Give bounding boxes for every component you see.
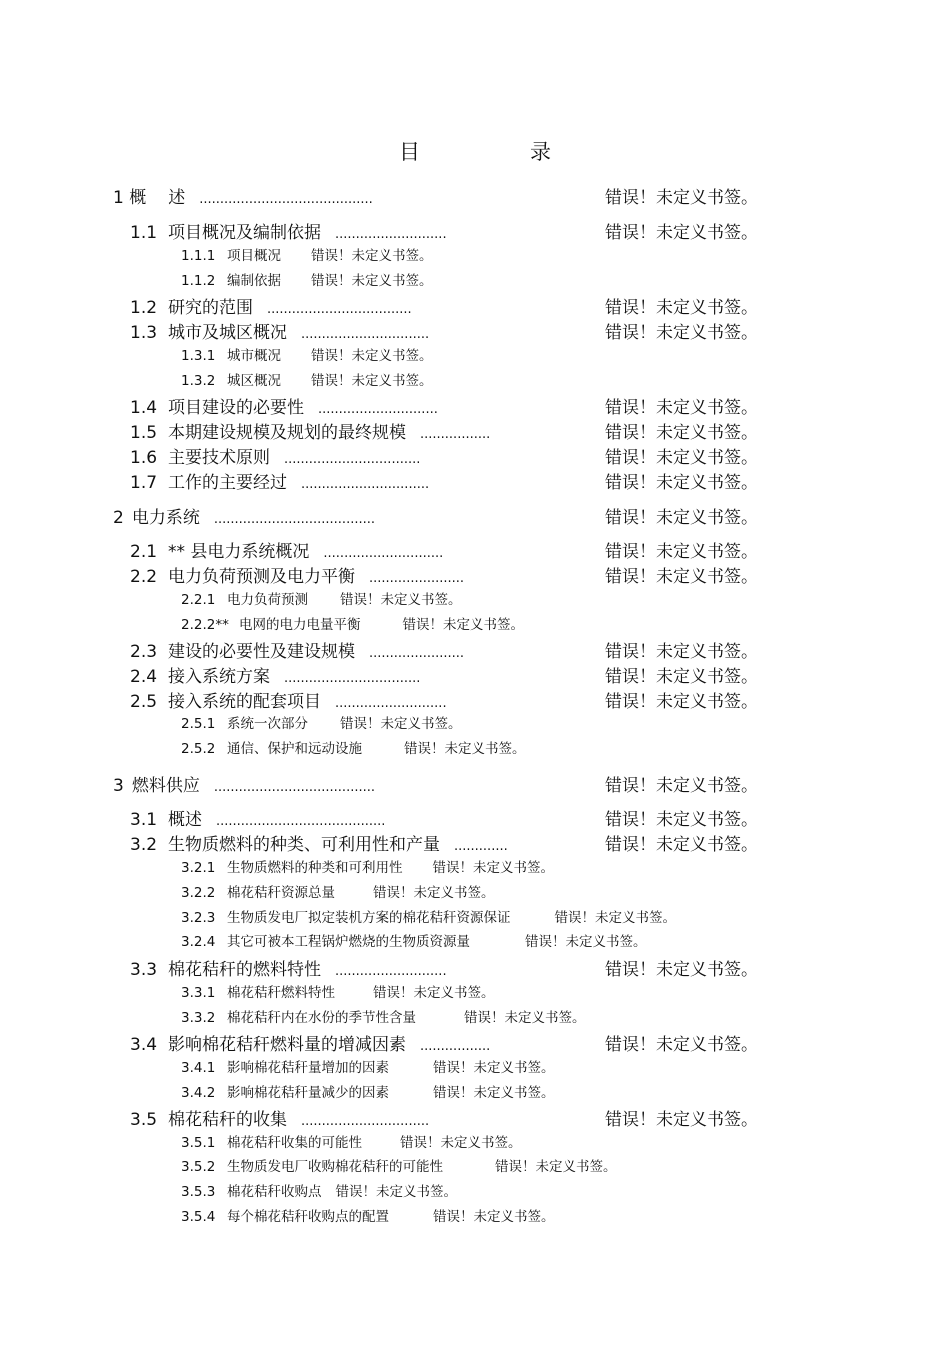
toc-entry-level3[interactable] — [181, 983, 495, 1003]
toc-leader-dots: ................................... — [267, 302, 412, 317]
toc-leader-dots: ................. — [420, 427, 491, 442]
toc-entry-level3[interactable] — [181, 1182, 457, 1202]
toc-entry-number: 3.3.1 — [181, 985, 216, 1001]
toc-entry-number: 2.4 — [130, 667, 158, 687]
toc-page-ref: 错误！未定义书签。 — [402, 617, 524, 633]
toc-entry-number: 2.2 — [130, 567, 158, 587]
toc-entry-title: 燃料供应 — [131, 776, 200, 796]
toc-entry-title: 棉花秸秆燃料特性 — [227, 985, 335, 1001]
toc-leader-dots: ......................................... — [216, 814, 386, 829]
toc-page-ref: 错误！未定义书签。 — [605, 1110, 758, 1130]
toc-entry-number: 1.1.2 — [181, 273, 216, 289]
toc-entry-level3[interactable] — [181, 1083, 555, 1103]
toc-leader-dots: ........................... — [335, 696, 447, 711]
toc-entry-number: 1.3.2 — [181, 373, 216, 389]
toc-entry-level3[interactable] — [181, 1133, 522, 1153]
toc-entry-number: 3.4.2 — [181, 1085, 216, 1101]
toc-entry-level2[interactable] — [130, 640, 758, 664]
toc-leader-dots: ............................... — [301, 1114, 430, 1129]
toc-entry-number: 1.7 — [130, 473, 158, 493]
toc-entry-number: 2.5.1 — [181, 716, 216, 732]
toc-entry-number: 1.1.1 — [181, 248, 216, 264]
toc-page-ref: 错误！未定义书签。 — [335, 1184, 457, 1200]
toc-page-ref: 错误！未定义书签。 — [605, 667, 758, 687]
toc-entry-number: 3.4 — [130, 1035, 158, 1055]
toc-entry-title: 工作的主要经过 — [168, 473, 287, 493]
toc-page-ref: 错误！未定义书签。 — [340, 716, 462, 732]
toc-leader-dots: ................................. — [284, 671, 421, 686]
toc-page-ref: 错误！未定义书签。 — [311, 348, 433, 364]
toc-entry-title: 棉花秸秆的燃料特性 — [168, 960, 321, 980]
toc-entry-number: 2.5.2 — [181, 741, 216, 757]
toc-page-ref: 错误！未定义书签。 — [605, 473, 758, 493]
toc-entry-number: 3.2 — [130, 835, 158, 855]
toc-entry-title: 影响棉花秸秆量增加的因素 — [227, 1060, 389, 1076]
toc-entry-number: 2.1 — [130, 542, 158, 562]
toc-entry-title: 研究的范围 — [168, 298, 253, 318]
toc-page-ref: 错误！未定义书签。 — [525, 934, 647, 950]
toc-page-ref: 错误！未定义书签。 — [433, 1209, 555, 1225]
toc-entry-level3[interactable] — [181, 1157, 617, 1177]
toc-page-ref: 错误！未定义书签。 — [605, 542, 758, 562]
toc-entry-level2[interactable] — [130, 665, 758, 689]
toc-entry-level2[interactable] — [130, 1108, 758, 1132]
toc-entry-title: 城市及城区概况 — [168, 323, 287, 343]
toc-entry-number: 2.5 — [130, 692, 158, 712]
toc-entry-number: 1.6 — [130, 448, 158, 468]
toc-page-ref: 错误！未定义书签。 — [373, 985, 495, 1001]
toc-entry-level2[interactable] — [130, 1033, 758, 1057]
toc-page-ref: 错误！未定义书签。 — [605, 188, 758, 208]
toc-entry-title: 项目建设的必要性 — [168, 398, 304, 418]
toc-entry-level1[interactable] — [113, 186, 758, 210]
toc-entry-title: 通信、保护和远动设施 — [227, 741, 362, 757]
toc-page-ref: 错误！未定义书签。 — [340, 592, 462, 608]
toc-leader-dots: .......................................... — [199, 192, 373, 207]
toc-entry-title: 影响棉花秸秆量减少的因素 — [227, 1085, 389, 1101]
toc-entry-level3[interactable] — [181, 932, 647, 952]
toc-entry-level3[interactable] — [181, 590, 462, 610]
toc-entry-level2[interactable] — [130, 540, 758, 564]
toc-entry-title: 建设的必要性及建设规模 — [168, 642, 355, 662]
toc-leader-dots: ................. — [420, 1039, 491, 1054]
toc-entry-number: 1.5 — [130, 423, 158, 443]
toc-entry-number: 1.4 — [130, 398, 158, 418]
toc-entry-title: 城市概况 — [227, 348, 281, 364]
toc-entry-number: 1.3 — [130, 323, 158, 343]
toc-entry-number: 1.1 — [130, 223, 158, 243]
toc-entry-level3[interactable] — [181, 858, 554, 878]
toc-page-ref: 错误！未定义书签。 — [605, 835, 758, 855]
toc-entry-title: 棉花秸秆内在水份的季节性含量 — [227, 1010, 416, 1026]
toc-entry-number: 3.5.4 — [181, 1209, 216, 1225]
toc-entry-title: 编制依据 — [227, 273, 281, 289]
toc-page-ref: 错误！未定义书签。 — [605, 398, 758, 418]
toc-title — [0, 136, 950, 166]
toc-entry-title: 电力系统 — [131, 508, 200, 528]
toc-page-ref: 错误！未定义书签。 — [432, 860, 554, 876]
toc-entry-title: ** 县电力系统概况 — [168, 542, 310, 562]
toc-page-ref: 错误！未定义书签。 — [605, 323, 758, 343]
toc-entry-number: 2 — [113, 508, 124, 528]
toc-leader-dots: ....................................... — [213, 780, 375, 795]
toc-entry-title: 接入系统的配套项目 — [168, 692, 321, 712]
toc-page-ref: 错误！未定义书签。 — [605, 810, 758, 830]
toc-entry-level3[interactable] — [181, 739, 526, 759]
toc-leader-dots: ............................. — [318, 402, 438, 417]
toc-entry-level3[interactable] — [181, 883, 495, 903]
toc-page-ref: 错误！未定义书签。 — [605, 223, 758, 243]
toc-entry-level3[interactable] — [181, 1058, 555, 1078]
toc-entry-level3[interactable] — [181, 714, 462, 734]
toc-entry-number: 3.2.3 — [181, 910, 216, 926]
toc-title-right: 录 — [530, 140, 551, 164]
toc-leader-dots: ................................. — [284, 452, 421, 467]
toc-page-ref: 错误！未定义书签。 — [404, 741, 526, 757]
toc-entry-number: 2.3 — [130, 642, 158, 662]
toc-leader-dots: ....................... — [369, 646, 465, 661]
toc-page-ref: 错误！未定义书签。 — [433, 1060, 555, 1076]
toc-entry-title: 电网的电力电量平衡 — [239, 617, 361, 633]
toc-entry-title: 生物质发电厂拟定装机方案的棉花秸秆资源保证 — [227, 910, 511, 926]
toc-entry-number: 3.2.2 — [181, 885, 216, 901]
toc-entry-title: 述 — [168, 188, 186, 208]
toc-entry-number: 1 概 — [113, 188, 147, 208]
toc-entry-level1[interactable] — [113, 506, 758, 530]
toc-page-ref: 错误！未定义书签。 — [605, 1035, 758, 1055]
toc-entry-title: 其它可被本工程锅炉燃烧的生物质资源量 — [227, 934, 470, 950]
toc-page-ref: 错误！未定义书签。 — [311, 373, 433, 389]
toc-page-ref: 错误！未定义书签。 — [464, 1010, 586, 1026]
toc-entry-number: 2.2.1 — [181, 592, 216, 608]
toc-page-ref: 错误！未定义书签。 — [605, 567, 758, 587]
toc-entry-number: 3.5.3 — [181, 1184, 216, 1200]
toc-entry-level2[interactable] — [130, 471, 758, 495]
toc-entry-number: 3.5.1 — [181, 1135, 216, 1151]
toc-entry-number: 2.2.2** — [181, 617, 229, 633]
toc-page-ref: 错误！未定义书签。 — [400, 1135, 522, 1151]
toc-entry-level2[interactable] — [130, 958, 758, 982]
toc-page-ref: 错误！未定义书签。 — [605, 448, 758, 468]
toc-entry-level2[interactable] — [130, 565, 758, 589]
toc-entry-level2[interactable] — [130, 690, 758, 714]
toc-entry-level3[interactable] — [181, 1207, 555, 1227]
toc-entry-level2[interactable] — [130, 321, 758, 345]
toc-entry-title: 项目概况 — [227, 248, 281, 264]
toc-entry-title: 生物质燃料的种类和可利用性 — [227, 860, 403, 876]
toc-page-ref: 错误！未定义书签。 — [605, 642, 758, 662]
toc-entry-title: 棉花秸秆的收集 — [168, 1110, 287, 1130]
toc-entry-number: 3.3.2 — [181, 1010, 216, 1026]
toc-page-ref: 错误！未定义书签。 — [605, 692, 758, 712]
toc-entry-level2[interactable] — [130, 221, 758, 245]
toc-page-ref: 错误！未定义书签。 — [311, 273, 433, 289]
toc-entry-level3[interactable] — [181, 271, 433, 291]
toc-entry-number: 3 — [113, 776, 124, 796]
toc-entry-title: 电力负荷预测及电力平衡 — [168, 567, 355, 587]
toc-entry-title: 接入系统方案 — [168, 667, 270, 687]
toc-leader-dots: ............................... — [301, 477, 430, 492]
toc-entry-number: 3.2.1 — [181, 860, 216, 876]
toc-page-ref: 错误！未定义书签。 — [554, 910, 676, 926]
toc-entry-level3[interactable] — [181, 246, 433, 266]
toc-page-ref: 错误！未定义书签。 — [433, 1085, 555, 1101]
toc-entry-level1[interactable] — [113, 774, 758, 798]
toc-entry-title: 系统一次部分 — [227, 716, 308, 732]
toc-entry-number: 3.3 — [130, 960, 158, 980]
toc-entry-level3[interactable] — [181, 1008, 586, 1028]
toc-entry-level2[interactable] — [130, 396, 758, 420]
toc-leader-dots: ............................... — [301, 327, 430, 342]
toc-entry-number: 3.2.4 — [181, 934, 216, 950]
toc-entry-number: 3.1 — [130, 810, 158, 830]
toc-leader-dots: ............................. — [323, 546, 444, 561]
toc-leader-dots: ........................... — [335, 964, 447, 979]
toc-page-ref: 错误！未定义书签。 — [311, 248, 433, 264]
toc-entry-level3[interactable] — [181, 908, 676, 928]
toc-entry-number: 1.3.1 — [181, 348, 216, 364]
toc-entry-title: 电力负荷预测 — [227, 592, 308, 608]
toc-leader-dots: ........................... — [335, 227, 447, 242]
toc-entry-title: 生物质发电厂收购棉花秸秆的可能性 — [227, 1159, 443, 1175]
toc-entry-title: 本期建设规模及规划的最终规模 — [168, 423, 406, 443]
toc-entry-title: 主要技术原则 — [168, 448, 270, 468]
toc-entry-title: 概述 — [168, 810, 202, 830]
toc-page-ref: 错误！未定义书签。 — [605, 298, 758, 318]
toc-entry-level3[interactable] — [181, 346, 433, 366]
toc-entry-level2[interactable] — [130, 296, 758, 320]
toc-entry-level2[interactable] — [130, 421, 758, 445]
toc-page-ref: 错误！未定义书签。 — [605, 508, 758, 528]
toc-entry-title: 城区概况 — [227, 373, 281, 389]
toc-entry-level2[interactable] — [130, 833, 758, 857]
toc-entry-level3[interactable] — [181, 615, 524, 635]
toc-page-ref: 错误！未定义书签。 — [495, 1159, 617, 1175]
toc-leader-dots: ............. — [454, 839, 508, 854]
toc-page-ref: 错误！未定义书签。 — [605, 776, 758, 796]
toc-page-ref: 错误！未定义书签。 — [605, 423, 758, 443]
toc-entry-title: 棉花秸秆资源总量 — [227, 885, 335, 901]
toc-entry-level2[interactable] — [130, 446, 758, 470]
toc-leader-dots: ....................... — [369, 571, 465, 586]
toc-entry-title: 生物质燃料的种类、可利用性和产量 — [168, 835, 440, 855]
toc-entry-title: 项目概况及编制依据 — [168, 223, 321, 243]
toc-entry-title: 棉花秸秆收购点 — [227, 1184, 322, 1200]
toc-entry-title: 每个棉花秸秆收购点的配置 — [227, 1209, 389, 1225]
toc-title-left: 目 — [399, 140, 420, 164]
toc-leader-dots: ....................................... — [213, 512, 375, 527]
toc-entry-number: 3.5.2 — [181, 1159, 216, 1175]
toc-entry-title: 影响棉花秸秆燃料量的增减因素 — [168, 1035, 406, 1055]
toc-entry-level2[interactable] — [130, 808, 758, 832]
toc-entry-title: 棉花秸秆收集的可能性 — [227, 1135, 362, 1151]
toc-entry-number: 3.5 — [130, 1110, 158, 1130]
toc-page-ref: 错误！未定义书签。 — [373, 885, 495, 901]
toc-entry-number: 1.2 — [130, 298, 158, 318]
toc-entry-number: 3.4.1 — [181, 1060, 216, 1076]
toc-entry-level3[interactable] — [181, 371, 433, 391]
toc-page-ref: 错误！未定义书签。 — [605, 960, 758, 980]
